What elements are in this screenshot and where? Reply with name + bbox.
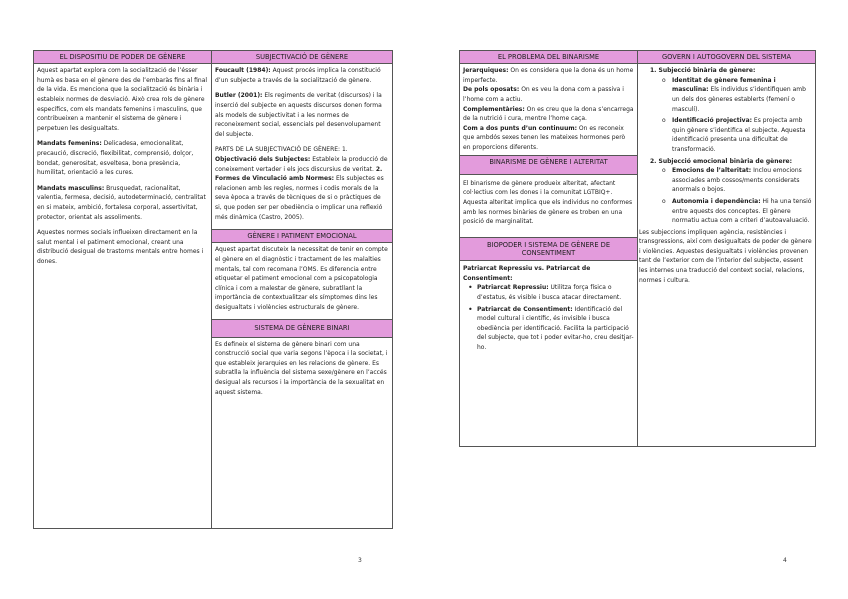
subjectivation-body xyxy=(215,64,389,229)
butler-paragraph: Butler (2001): Els regiments de veritat (discursos) i la inserció del subjecte en aquests discursos donen forma als models de subjectivitat i a les normes de reconeixement social, essencials pel desenvolupament del subjecte. xyxy=(214,92,382,138)
page-4 xyxy=(424,0,848,599)
governance-column xyxy=(637,51,815,446)
list-item: 2. Subjecció emocional binària de gènere: o Emocions de l’alteritat: Inclou emocions associades amb cossos/ments considerats anormals o bojos. o Autonomia i dependència: Hi ha una tensió entre aquests dos conceptes. El gènere normatiu actua com a criteri d’autoavaluació. xyxy=(650,157,813,226)
biopower-header: BIOPODER I SISTEMA DE GÈNERE DE CONSENTIMENT xyxy=(460,237,637,261)
foucault-paragraph: Foucault (1984): Aquest procés implica la constitució d’un subjecte a través de la socialització de gènere. xyxy=(214,67,381,84)
page-4-table xyxy=(459,50,816,447)
page-number: 4 xyxy=(783,557,787,564)
power-device-intro: Aquest apartat explora com la socialització de l’ésser humà es basa en el gènere des de l’embaràs fins al final de la vida. Es menciona que la socialització és binària i estableix normes de desviació. Això crea rols de gènere específics, com els mandats femenins i masculins, que contribueixen a mantenir el sistema de gènere i perpetuen les desigualtats. xyxy=(37,67,208,132)
subjectivation-parts: PARTS DE LA SUBJECTIVACIÓ DE GÈNERE: 1. Objectivació dels Subjectes: Estableix la producció de coneixement vertader i els jocs discursius de veritat. 2. Formes de Vinculació amb Normes: Els subjectes es relacionen amb les regles, normes i codis morals de la seva època a través de tècniques de si o pràctiques de si, que poden ser per obediència o implicar una reflexió més dinàmica (Castro, 2005). xyxy=(214,146,388,221)
governance-body xyxy=(640,64,813,287)
complementary-item: Complementàries: On es creu que la dona s’encarrega de la nutrició i cura, mentre l’home caça. xyxy=(463,105,634,123)
list-item: • Patriarcat Repressiu: Utilitza força física o d’estatus, és visible i busca atacar directament. xyxy=(477,283,634,302)
governance-header: GOVERN I AUTOGOVERN DEL SISTEMA xyxy=(638,51,815,64)
emotional-suffering-text: Aquest apartat discuteix la necessitat de tenir en compte el gènere en el diagnòstic i tractament de les malalties mentals, tal com recomana l’OMS. Es diferencia entre etiquetar el patiment emocional com a psicopatologia clínica i com a malestar de gènere, subratllant la importància de contextualitzar els símptomes dins les desigualtats i violències estructurals de gènere. xyxy=(214,246,388,311)
binary-system-text: Es defineix el sistema de gènere binari com una construcció social que varia segons l’època i la societat, i que estableix jerarquies en les relacions de gènere. Es subratlla la influència del sistema sexe/gènere en l’accés desigual als recursos i la importància de la sexualitat en aquest sistema. xyxy=(214,340,388,396)
list-item: 1. Subjecció binària de gènere: o Identitat de gènere femenina i masculina: Els individus s’identifiquen amb un dels dos gèneres establerts (femení o masculí). o Identificació projectiva: Es projecta amb quin gènere s’identifica el subjecte. Aquesta identificació presenta una dificultat de transformació. xyxy=(650,66,813,154)
subjectivation-column xyxy=(211,51,392,528)
sub-list xyxy=(650,76,813,155)
list-item: o Identificació projectiva: Es projecta amb quin gènere s’identifica el subjecte. Aquesta identificació presenta una dificultat de transformació. xyxy=(672,116,813,154)
binarism-body xyxy=(463,64,634,154)
binary-system-header: SISTEMA DE GÈNERE BINARI xyxy=(212,319,392,337)
binarism-header: EL PROBLEMA DEL BINARISME xyxy=(460,51,637,64)
power-device-header: EL DISPOSITIU DE PODER DE GÈNERE xyxy=(34,51,211,64)
sub-list xyxy=(650,166,813,226)
power-device-closing: Aquestes normes socials influeixen directament en la salut mental i el patiment emocional, creant una distribució desigual de trastorns mentals entre homes i dones. xyxy=(37,229,204,265)
opposite-poles-item: De pols oposats: On es veu la dona com a passiva i l’home com a actiu. xyxy=(463,86,624,103)
binary-system-body xyxy=(215,338,389,407)
subjectivation-header: SUBJECTIVACIÓ DE GÈNERE xyxy=(212,51,392,64)
governance-list xyxy=(640,66,813,226)
alterity-text: El binarisme de gènere produeix alteritat, afectant col·lectius com les dones i la comunitat LGTBIQ+. Aquesta alteritat implica que els individus no conformes amb les normes binàries de gènere es troben en una posició de marginalitat. xyxy=(463,179,633,226)
patriarchy-title: Patriarcat Repressiu vs. Patriarcat de Consentiment: xyxy=(463,265,591,282)
list-item: o Identitat de gènere femenina i masculina: Els individus s’identifiquen amb un dels dos gèneres establerts (femení o masculí). xyxy=(672,76,813,114)
emotional-suffering-header: GÈNERE I PATIMENT EMOCIONAL xyxy=(212,229,392,243)
governance-closing: Les subjeccions impliquen agència, resistències i transgressions, així com desigualtats de poder de gènere i violències. Aquestes desigualtats i violències provenen tant de l’exterior com de l’interior del subjecte, essent les internes una traducció del context social, relacions, normes i cultura. xyxy=(639,228,812,284)
biopower-body xyxy=(463,261,634,357)
power-device-body xyxy=(34,64,211,275)
page-number: 3 xyxy=(358,557,362,564)
patriarchy-list xyxy=(463,283,634,352)
continuum-item: Com a dos punts d’un continuum: On es reconeix que ambdós sexes tenen les mateixes hormones però en proporcions diferents. xyxy=(463,124,626,151)
alterity-header: BINARISME DE GÈNERE I ALTERITAT xyxy=(460,155,637,175)
masculine-mandates: Mandats masculins: Brusquedat, racionalitat, valentia, fermesa, decisió, autodeterminació, centralitat en si mateix, ambició, fortalesa corporal, assertivitat, protector, orientat als assoliments. xyxy=(37,184,206,221)
power-device-column xyxy=(34,51,211,528)
binarism-column xyxy=(460,51,637,446)
feminine-mandates: Mandats femenins: Delicadesa, emocionalitat, precaució, discreció, flexibilitat, comprensió, dolçor, bondat, generositat, esveltesa, bona presència, humilitat, orientació a les cures. xyxy=(37,140,194,177)
emotional-suffering-body xyxy=(215,243,389,319)
page-3-table xyxy=(33,50,393,529)
list-item: o Emocions de l’alteritat: Inclou emocions associades amb cossos/ments considerats anormals o bojos. xyxy=(672,166,813,195)
alterity-body xyxy=(463,175,634,237)
list-item: • Patriarcat de Consentiment: Identificació del model cultural i científic, és invisible i busca obediència per identificació. Facilita la participació del subjecte, que tot i poder evitar-ho, creu desitjar-ho. xyxy=(477,305,634,353)
list-item: o Autonomia i dependència: Hi ha una tensió entre aquests dos conceptes. El gènere normatiu actua com a criteri d’autoavaluació. xyxy=(672,197,813,226)
hierarchical-item: Jerarquiques: On es considera que la dona és un home imperfecte. xyxy=(463,67,634,84)
